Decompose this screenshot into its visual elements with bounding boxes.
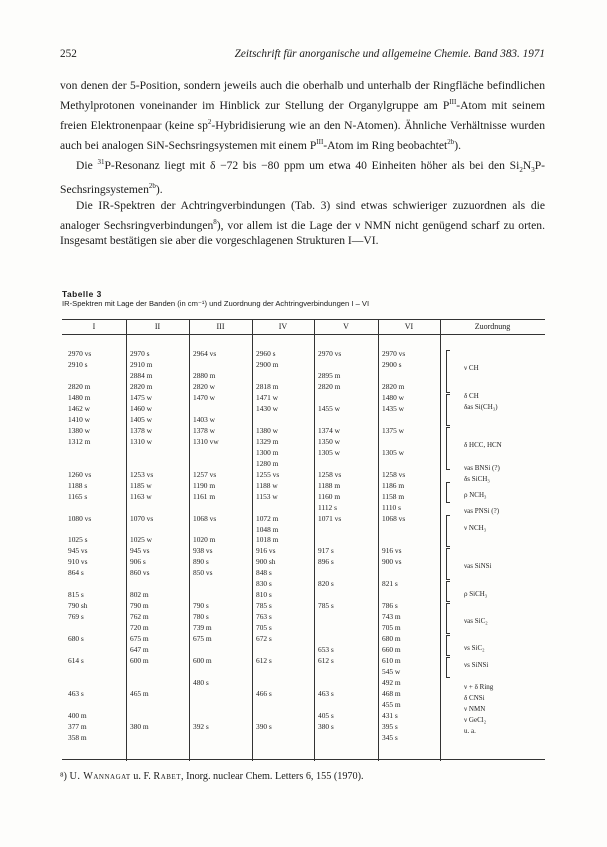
table-cell: 1380 w [256,425,278,435]
table-cell: 600 m [193,656,212,666]
table-cell: 653 s [318,645,334,655]
assignment-label: δ CNSi [464,693,485,702]
table-cell: 2820 w [193,381,215,391]
table-cell: 786 s [382,601,398,611]
table-cell: 780 s [193,612,209,622]
table-cell: 675 m [193,634,212,644]
grouping-brace [446,482,450,503]
table-cell: 785 s [318,601,334,611]
grouping-brace [446,635,450,656]
table-cell: 720 m [130,623,149,633]
table-cell: 2818 m [256,381,279,391]
table-cell: 466 s [256,689,272,699]
table-cell: 1158 m [382,491,405,501]
paragraph-1: von denen der 5-Position, sondern jeweils auch die oberhalb und unterhalb der Ringfläche befindlichen Methylprotonen voneinander im Hinblick zur Stellung der Organylgruppe am $P^{III}$-Atom mit seinem freien Elektronenpaar (keine $sp^2$-Hybridisierung wie an den N-Atomen). Ähnliche Verhältnisse wurden auch bei analogen SiN-Sechsringsystemen mit einem $P^{III}$-Atom im Ring beobachtet$^{2b}$). [60,79,545,152]
table-cell: 1280 m [256,458,279,468]
table-cell: 1310 w [130,436,152,446]
assignment-label: ν CH [464,364,479,373]
running-header [60,48,545,64]
table-cell: 2820 m [382,381,405,391]
assignment-label: u. a. [464,726,476,735]
col-header-zuordnung: Zuordnung [474,322,511,331]
table-cell: 1018 m [256,535,279,545]
grouping-brace [446,603,450,635]
table-header-row [62,320,545,335]
table-cell: 2900 m [256,359,279,369]
table-cell: 2910 s [68,359,88,369]
table-cell: 810 s [256,590,272,600]
table-cell: 1375 w [382,425,404,435]
table-row [62,415,545,426]
table-cell: 1430 w [256,403,278,413]
table-cell: 492 m [382,678,401,688]
journal-title: Zeitschrift für anorganische und allgemeine Chemie. Band 383. 1971 [234,48,545,60]
table-cell: 2820 m [68,381,91,391]
table-cell: 1462 w [68,403,90,413]
grouping-brace [446,350,450,393]
table-cell: 1161 m [193,491,216,501]
table-cell: 465 m [130,689,149,699]
table-cell: 900 sh [256,557,276,567]
table-cell: 1188 w [256,480,278,490]
table-cell: 1455 w [318,403,340,413]
col-header-V: V [343,322,349,331]
table-cell: 463 s [318,689,334,699]
table-cell: 1070 vs [130,513,154,523]
paragraph-2: Die $^{31}$P-Resonanz liegt mit δ −72 bis −80 ppm um etwa 40 Einheiten höher als bei den $Si_2N_3P-Sechsringsystemen^{2b}$). [60,157,546,196]
grouping-brace [446,657,450,678]
table-cell: 2880 m [193,370,216,380]
table-cell: 1300 m [256,447,279,457]
table-bottom-rule [62,759,545,760]
table-cell: 345 s [382,732,398,742]
table-cell: 2820 m [318,381,341,391]
table-cell: 390 s [256,721,272,731]
table-cell: 1112 s [318,502,337,512]
table-cell: 614 s [68,656,84,666]
table-cell: 610 m [382,656,401,666]
grouping-brace [446,427,450,470]
table-cell: 848 s [256,568,272,578]
table-cell: 400 m [68,710,87,720]
table-label: Tabelle 3 [62,289,102,299]
table-cell: 1072 m [256,513,279,523]
table-cell: 2910 m [130,359,153,369]
table-cell: 1025 w [130,535,152,545]
table-cell: 1020 m [193,535,216,545]
table-cell: 380 s [318,721,334,731]
table-cell: 1305 w [382,447,404,457]
table-cell: 1185 w [130,480,152,490]
table-cell: 680 s [68,634,84,644]
assignment-label: νas SiNSi [464,562,492,571]
assignment-label: ν GeCl₂ [464,715,487,724]
assignment-label: ν NMN [464,704,486,713]
assignment-label: νs SiNSi [464,660,489,669]
assignment-label: δs SiCH₃ [464,475,490,484]
table-cell: 647 m [130,645,149,655]
assignment-label: ν + δ Ring [464,682,494,691]
table-cell: 2884 m [130,370,153,380]
table-cell: 1378 w [193,425,215,435]
assignment-label: νas PNSi (?) [464,507,500,516]
table-cell: 1460 w [130,403,152,413]
table-row [62,601,545,612]
table-cell: 1380 w [68,425,90,435]
table-cell: 705 m [382,623,401,633]
table-cell: 2820 m [130,381,153,391]
grouping-brace [446,515,450,547]
table-cell: 405 s [318,710,334,720]
table-cell: 896 s [318,557,334,567]
col-header-IV: IV [278,322,288,331]
table-cell: 790 sh [68,601,88,611]
table-cell: 545 w [382,667,401,677]
assignment-label: νas BNSi (?) [464,464,500,473]
table-cell: 1258 vs [318,469,342,479]
table-cell: 1253 vs [130,469,154,479]
table-cell: 480 s [193,678,209,688]
table-cell: 468 m [382,689,401,699]
table-cell: 1329 m [256,436,279,446]
table-cell: 910 vs [68,557,88,567]
table-cell: 1255 vs [256,469,280,479]
table-cell: 1188 m [318,480,341,490]
table-cell: 1470 w [193,392,215,402]
table-cell: 1188 s [68,480,88,490]
table-cell: 916 vs [382,546,402,556]
table-cell: 864 s [68,568,84,578]
table-cell: 1410 w [68,414,90,424]
table-cell: 739 m [193,623,212,633]
table-cell: 2964 vs [193,349,217,358]
table-caption-text: IR-Spektren mit Lage der Banden (in cm⁻¹) und Zuordnung der Achtringverbindungen I – VI [62,299,370,308]
table-row [62,546,545,557]
table-cell: 1405 w [130,414,152,424]
table-cell: 1312 m [68,436,91,446]
grouping-brace [446,581,450,602]
table-cell: 1190 m [193,480,216,490]
col-header-VI: VI [404,322,414,331]
table-cell: 890 s [193,557,209,567]
col-header-I: I [92,322,96,331]
table-cell: 743 m [382,612,401,622]
table-cell: 850 vs [193,568,213,578]
assignment-label: ρ SiCH₃ [464,589,488,598]
grouping-brace [446,394,450,426]
table-cell: 1110 s [382,502,401,512]
table-row [62,426,545,437]
table-cell: 1471 w [256,392,278,402]
table-cell: 917 s [318,546,334,556]
assignment-label: δas Si(CH₃) [464,402,498,411]
table-cell: 785 s [256,601,272,611]
table-cell: 1068 vs [193,513,217,523]
table-cell: 392 s [193,721,209,731]
table-cell: 945 vs [68,546,88,556]
assignment-label: ρ NCH₃ [464,490,487,499]
table-cell: 455 m [382,700,401,709]
table-cell: 680 m [382,634,401,644]
assignment-label: δ CH [464,391,479,400]
table-cell: 1435 w [382,403,404,413]
table-cell: 945 vs [130,546,150,556]
table-cell: 1350 w [318,436,340,446]
table-cell: 938 vs [193,546,213,556]
table-cell: 815 s [68,590,84,600]
table-cell: 2895 m [318,370,341,380]
table-cell: 2970 vs [318,349,342,358]
table-cell: 1165 s [68,491,88,501]
grouping-brace [446,548,450,580]
table-cell: 380 m [130,721,149,731]
table-cell: 830 s [256,579,272,589]
assignment-label: δ HCC, HCN [464,441,502,450]
table-row [62,448,545,459]
table-cell: 1403 w [193,414,215,424]
table-cell: 1475 w [130,392,152,402]
table-cell: 672 s [256,634,272,644]
table-cell: 916 vs [256,546,276,556]
table-row [62,349,545,360]
table-cell: 612 s [256,656,272,666]
table-cell: 431 s [382,710,398,720]
table-cell: 1260 vs [68,469,92,479]
table-cell: 2970 vs [382,349,406,358]
table-cell: 1258 vs [382,469,406,479]
table-cell: 660 m [382,645,401,655]
table-cell: 820 s [318,579,334,589]
table-caption [62,289,369,309]
table-cell: 790 m [130,601,149,611]
body-text [60,78,545,249]
table-cell: 821 s [382,579,398,589]
table-row [62,535,545,546]
table-cell: 790 s [193,601,209,611]
table-cell: 1160 m [318,491,341,501]
table-cell: 2970 s [130,349,150,358]
table-cell: 1163 w [130,491,152,501]
assignment-label: ν NCH₃ [464,523,487,532]
table-cell: 1310 vw [193,436,219,446]
ir-table [62,319,545,742]
table-cell: 2960 s [256,349,276,358]
table-cell: 906 s [130,557,146,567]
table-cell: 1080 vs [68,513,92,523]
col-header-II: II [154,322,161,331]
table-cell: 358 m [68,732,87,742]
table-cell: 1071 vs [318,513,342,523]
table-cell: 395 s [382,721,398,731]
table-row [62,371,545,382]
table-cell: 2970 vs [68,349,92,358]
table-cell: 769 s [68,612,84,622]
table-cell: 675 m [130,634,149,644]
paragraph-3: Die IR-Spektren der Achtringverbindungen (Tab. 3) sind etwas schwieriger zuzuordnen als die analoger Sechsringverbindungen$^8$), vor allem ist die Lage der ν NMN nicht genügend scharf zu orten. Insgesamt bestätigen sie aber die vorgeschlagenen Strukturen I—VI. [60,198,545,248]
table-cell: 1068 vs [382,513,406,523]
footnote: ⁸) U. Wannagat u. F. Rabet, Inorg. nuclear Chem. Letters 6, 155 (1970). [60,771,364,782]
table-cell: 1305 w [318,447,340,457]
table-cell: 463 s [68,689,84,699]
table-cell: 1153 w [256,491,278,501]
col-header-III: III [216,322,225,331]
assignment-label: νs SiC₂ [464,644,485,653]
table-cell: 600 m [130,656,149,666]
table-cell: 860 vs [130,568,150,578]
table-cell: 1025 s [68,535,88,545]
table-cell: 1378 w [130,425,152,435]
page-number: 252 [60,48,77,60]
table-cell: 1048 m [256,524,279,534]
table-cell: 1186 m [382,480,405,490]
assignment-label: νas SiC₂ [464,617,488,625]
table-cell: 762 m [130,612,149,622]
table-cell: 612 s [318,656,334,666]
table-cell: 1480 w [382,392,404,402]
table-cell: 377 m [68,721,87,731]
table-cell: 1480 m [68,392,91,402]
table-cell: 763 s [256,612,272,622]
table-cell: 802 m [130,590,149,600]
table-cell: 900 vs [382,557,402,567]
table-cell: 705 s [256,623,272,633]
table-cell: 1257 vs [193,469,217,479]
table-cell: 1374 w [318,425,340,435]
table-cell: 2900 s [382,359,402,369]
